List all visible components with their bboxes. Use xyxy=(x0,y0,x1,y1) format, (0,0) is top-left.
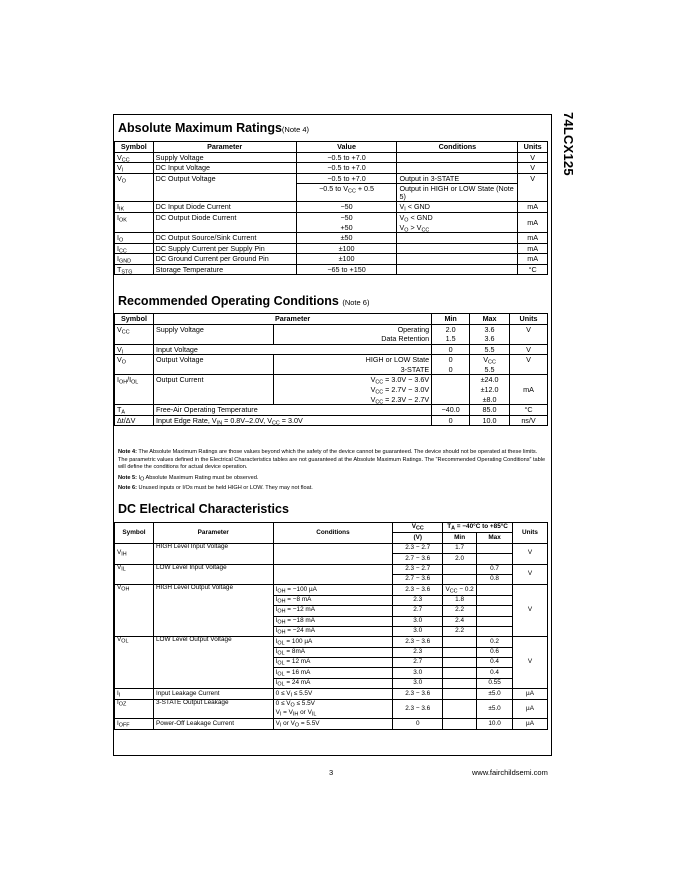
amr-h-value: Value xyxy=(296,142,397,153)
max: $V_{CC}$ xyxy=(470,355,510,365)
min: 0 xyxy=(432,415,470,426)
value: ±100 xyxy=(296,254,397,265)
table-row xyxy=(115,385,548,395)
cond: $V_{CC} = 2.3V - 2.7V$ xyxy=(273,395,432,405)
param: DC Ground Current per Ground Pin xyxy=(153,254,296,265)
amr-title-text: Absolute Maximum Ratings xyxy=(118,121,282,135)
param: LOW Level Output Voltage xyxy=(153,637,273,689)
cond-b: > V xyxy=(408,222,422,232)
min: 1.7 xyxy=(443,543,477,553)
dc-table xyxy=(114,522,548,730)
unit: V xyxy=(513,543,548,564)
symbol: $V_{IH}$ xyxy=(115,543,154,564)
table-row xyxy=(115,585,548,595)
note-5: Note 5: $I_O$ Absolute Maximum Rating must be observed. xyxy=(118,474,259,483)
min xyxy=(443,689,477,699)
param xyxy=(153,395,273,405)
unit: V xyxy=(513,637,548,689)
unit: V xyxy=(510,324,548,344)
cond-c: or V xyxy=(298,709,312,717)
cond xyxy=(273,543,393,564)
max: 10.0 xyxy=(470,415,510,426)
cond-b: = V xyxy=(281,709,293,717)
unit: ns/V xyxy=(510,415,548,426)
max xyxy=(477,626,513,636)
roc-title-text: Recommended Operating Conditions xyxy=(118,294,339,308)
param: DC Output Diode Current xyxy=(153,212,296,232)
unit: µA xyxy=(513,699,548,719)
symbol: $I_{OFF}$ xyxy=(115,719,154,729)
note-6-label: Note 6: xyxy=(118,485,137,492)
min: 0 xyxy=(432,344,470,355)
value: −50 xyxy=(296,202,397,213)
cond xyxy=(397,163,518,174)
roc-h-symbol: Symbol xyxy=(115,314,154,325)
max: 5.5 xyxy=(470,344,510,355)
cond: $V_O$ < GND xyxy=(397,212,518,222)
amr-note: (Note 4) xyxy=(281,125,310,134)
roc-header-row xyxy=(115,314,548,325)
vcc: 2.7 xyxy=(393,606,443,616)
symbol: $V_I$ xyxy=(115,163,154,174)
table-row xyxy=(115,355,548,365)
cond-a: = 16 mA xyxy=(284,668,311,676)
amr-title xyxy=(118,121,309,135)
param: DC Input Diode Current xyxy=(153,202,296,213)
unit: V xyxy=(518,163,548,174)
cond: $I_{OH} = -18$ mA xyxy=(273,616,393,626)
symbol: $I_I$ xyxy=(115,689,154,699)
cond-a: 0 ≤ V xyxy=(275,699,291,707)
table-row xyxy=(115,365,548,375)
table-row xyxy=(115,699,548,709)
max: 0.7 xyxy=(477,564,513,574)
max: 85.0 xyxy=(470,405,510,416)
max: 3.6 xyxy=(470,334,510,344)
max: ±12.0 xyxy=(470,385,510,395)
cond: $I_{OL} = 12$ mA xyxy=(273,658,393,668)
max: ±5.0 xyxy=(477,689,513,699)
dc-h-symbol: Symbol xyxy=(115,523,154,544)
min xyxy=(432,375,470,385)
note-4-label: Note 4: xyxy=(118,449,137,455)
param: Output Voltage xyxy=(153,355,273,365)
cond-a: = 8mA xyxy=(284,648,306,656)
max: 5.5 xyxy=(470,365,510,375)
min: 2.2 xyxy=(443,606,477,616)
max-a: V xyxy=(483,355,489,365)
max: ±5.0 xyxy=(477,699,513,719)
table-row xyxy=(115,173,548,184)
unit: mA xyxy=(518,243,548,254)
table-row xyxy=(115,395,548,405)
unit: V xyxy=(513,564,548,585)
cond-a: = −12 mA xyxy=(285,606,315,614)
min xyxy=(443,564,477,574)
symbol: $I_O$ xyxy=(115,233,154,244)
vcc: 2.7 xyxy=(393,658,443,668)
cond: Output in HIGH or LOW State (Note 5) xyxy=(397,184,518,202)
unit: °C xyxy=(518,264,548,275)
cond xyxy=(397,264,518,275)
dc-h-min: Min xyxy=(443,533,477,543)
param: HIGH Level Input Voltage xyxy=(153,543,273,564)
min xyxy=(432,395,470,405)
dc-title: DC Electrical Characteristics xyxy=(118,502,289,516)
min-a: − 0.2 xyxy=(457,585,474,593)
dc-h-units: Units xyxy=(513,523,548,544)
page-number: 3 xyxy=(329,768,334,777)
vcc: 0 xyxy=(393,719,443,729)
cond-a: 0 ≤ V xyxy=(275,689,291,697)
cond: $V_I = V_{IH}$ or $V_{IL}$ xyxy=(273,709,393,719)
symbol: $V_O$ xyxy=(115,173,154,202)
symbol: $I_{CC}$ xyxy=(115,243,154,254)
max: 10.0 xyxy=(477,719,513,729)
roc-table xyxy=(114,313,548,426)
symbol: $I_{GND}$ xyxy=(115,254,154,265)
dc-h-param: Parameter xyxy=(153,523,273,544)
cond: $I_{OL} = 8mA$ xyxy=(273,647,393,657)
value: −0.5 to +7.0 xyxy=(296,163,397,174)
symbol: $T_A$ xyxy=(115,405,154,416)
max xyxy=(477,595,513,605)
unit: V xyxy=(518,152,548,163)
cond-a: = −100 µA xyxy=(285,585,317,593)
max: 0.4 xyxy=(477,668,513,678)
cond-a: = 2.3V − 2.7V xyxy=(383,394,430,404)
min xyxy=(443,719,477,729)
table-row xyxy=(115,212,548,222)
unit: µA xyxy=(513,689,548,699)
unit: mA xyxy=(518,254,548,265)
min: 2.0 xyxy=(443,554,477,564)
cond: $I_{OL} = 16$ mA xyxy=(273,668,393,678)
param: DC Supply Current per Supply Pin xyxy=(153,243,296,254)
max: 0.6 xyxy=(477,647,513,657)
unit: V xyxy=(518,173,548,202)
min xyxy=(443,668,477,678)
max xyxy=(477,585,513,595)
vcc: 2.3 xyxy=(393,647,443,657)
table-row xyxy=(115,202,548,213)
cond-a: V xyxy=(399,202,405,212)
table-row xyxy=(115,324,548,334)
vcc: 3.0 xyxy=(393,626,443,636)
cond-a: = 24 mA xyxy=(284,679,311,687)
dc-header-row xyxy=(115,523,548,533)
symbol: Δt/ΔV xyxy=(115,415,154,426)
value-a: −0.5 to V xyxy=(319,184,349,194)
cond-a: = −8 mA xyxy=(285,596,312,604)
dc-h-vcc-unit: (V) xyxy=(393,533,443,543)
table-row xyxy=(115,264,548,275)
max xyxy=(477,543,513,553)
cond-a: V xyxy=(399,222,405,232)
table-row xyxy=(115,163,548,174)
param xyxy=(153,365,273,375)
cond-a: V xyxy=(275,719,280,727)
cond: HIGH or LOW State xyxy=(273,355,432,365)
dc-h-ta: $T_A = -40^\circ C$ to +85°C xyxy=(443,523,513,533)
note-5-label: Note 5: xyxy=(118,474,137,481)
amr-h-symbol: Symbol xyxy=(115,142,154,153)
unit: mA xyxy=(518,202,548,213)
max: 0.4 xyxy=(477,658,513,668)
cond: $V_{CC} = 3.0V - 3.6V$ xyxy=(273,375,432,385)
max xyxy=(477,606,513,616)
min xyxy=(443,637,477,647)
cond: Output in 3-STATE xyxy=(397,173,518,184)
value: −0.5 to +7.0 xyxy=(296,173,397,184)
roc-h-units: Units xyxy=(510,314,548,325)
cond-b: < GND xyxy=(408,212,433,222)
cond: $V_{CC} = 2.7V - 3.0V$ xyxy=(273,385,432,395)
max: 0.55 xyxy=(477,678,513,688)
dc-h-cond: Conditions xyxy=(273,523,393,544)
table-row xyxy=(115,405,548,416)
vcc: 2.3 − 2.7 xyxy=(393,543,443,553)
min xyxy=(443,699,477,719)
note-4-text: The Absolute Maximum Ratings are those values beyond which the safety of the device cannot be guaranteed. The device should not be operated at these limits. The parametric values defined in the Electrical Characteristics tables are not guaranteed at the Absolute Maximum Ratings. The “Recommended Operating Conditions” table will define the conditions for actual device operation. xyxy=(118,449,546,471)
cond xyxy=(273,564,393,585)
value-b: + 0.5 xyxy=(355,184,375,194)
param: Output Current xyxy=(153,375,273,385)
cond-a: = −18 mA xyxy=(285,616,315,624)
param-b: = 0.8V–2.0V, V xyxy=(222,415,273,425)
value: +50 xyxy=(296,223,397,233)
table-row xyxy=(115,344,548,355)
table-row xyxy=(115,637,548,647)
param: HIGH Level Output Voltage xyxy=(153,585,273,637)
amr-table xyxy=(114,141,548,275)
value: ±100 xyxy=(296,243,397,254)
footer-url[interactable]: www.fairchildsemi.com xyxy=(472,768,548,777)
dc-h-vcc: $V_{CC}$ xyxy=(393,523,443,533)
cond: Operating xyxy=(273,324,432,334)
unit: V xyxy=(510,355,548,375)
symbol: $I_{OH}/I_{OL}$ xyxy=(115,375,154,405)
value: −0.5 to $V_{CC} + 0.5$ xyxy=(296,184,397,202)
param xyxy=(153,334,273,344)
vcc: 3.0 xyxy=(393,678,443,688)
note-6 xyxy=(118,485,548,493)
symbol: $V_{OH}$ xyxy=(115,585,154,637)
min xyxy=(443,678,477,688)
max: ±24.0 xyxy=(470,375,510,385)
cond xyxy=(397,233,518,244)
table-row xyxy=(115,243,548,254)
cond-b: ≤ 5.5V xyxy=(292,689,313,697)
min xyxy=(443,658,477,668)
unit: V xyxy=(510,344,548,355)
cond-b: ≤ 5.5V xyxy=(294,699,315,707)
max xyxy=(477,554,513,564)
min: −40.0 xyxy=(432,405,470,416)
param: Input Leakage Current xyxy=(153,689,273,699)
max: 0.2 xyxy=(477,637,513,647)
min xyxy=(443,647,477,657)
cond-a: V xyxy=(399,212,405,222)
roc-note: (Note 6) xyxy=(342,298,370,307)
cond xyxy=(397,254,518,265)
cond: $I_{OH} = -100$ µA xyxy=(273,585,393,595)
cond-b: or V xyxy=(281,719,295,727)
note-4 xyxy=(118,449,548,472)
min xyxy=(432,385,470,395)
vcc: 2.3 xyxy=(393,595,443,605)
amr-h-param: Parameter xyxy=(153,142,296,153)
vcc: 2.3 − 3.6 xyxy=(393,699,443,719)
param-a: Input Edge Rate, V xyxy=(155,415,217,425)
param: Input Edge Rate, $V_{IN} = 0.8V-2.0V$, $V_{CC} = 3.0V$ xyxy=(153,415,431,426)
min: $V_{CC} - 0.2$ xyxy=(443,585,477,595)
cond-a: = 3.0V − 3.6V xyxy=(383,375,430,385)
table-row xyxy=(115,334,548,344)
param: 3-STATE Output Leakage xyxy=(153,699,273,719)
dc-h-vcc-a: V xyxy=(411,523,416,531)
cond: $I_{OL} = 100$ µA xyxy=(273,637,393,647)
roc-h-max: Max xyxy=(470,314,510,325)
param: DC Input Voltage xyxy=(153,163,296,174)
param: Supply Voltage xyxy=(153,324,273,334)
cond: $I_{OL} = 24$ mA xyxy=(273,678,393,688)
cond-a: = −24 mA xyxy=(285,627,315,635)
vcc: 2.3 − 2.7 xyxy=(393,564,443,574)
vcc: 3.0 xyxy=(393,616,443,626)
dc-h-ta-a: = −40°C to +85°C xyxy=(455,523,508,531)
cond: $I_{OH} = -8$ mA xyxy=(273,595,393,605)
vcc: 2.3 − 3.6 xyxy=(393,637,443,647)
vcc: 2.3 − 3.6 xyxy=(393,585,443,595)
roc-h-min: Min xyxy=(432,314,470,325)
cond: 3-STATE xyxy=(273,365,432,375)
symbol: $I_{OZ}$ xyxy=(115,699,154,719)
param: Free-Air Operating Temperature xyxy=(153,405,431,416)
symbol: $I_{OK}$ xyxy=(115,212,154,232)
cond: $0 \le V_O \le 5.5V$ xyxy=(273,699,393,709)
value: −50 xyxy=(296,212,397,222)
min: 0 xyxy=(432,365,470,375)
note-6-text: Unused inputs or I/Os must be held HIGH or LOW. They may not float. xyxy=(136,485,313,492)
amr-h-units: Units xyxy=(518,142,548,153)
cond: $V_O > V_{CC}$ xyxy=(397,223,518,233)
param-c: = 3.0V xyxy=(279,415,303,425)
param: DC Output Source/Sink Current xyxy=(153,233,296,244)
param xyxy=(153,385,273,395)
cond: $I_{OH} = -12$ mA xyxy=(273,606,393,616)
table-row xyxy=(115,689,548,699)
part-number: 74LCX125 xyxy=(561,112,576,176)
cond-a: = 12 mA xyxy=(284,658,311,666)
min: 0 xyxy=(432,355,470,365)
cond-a: = 2.7V − 3.0V xyxy=(383,384,430,394)
min: 1.8 xyxy=(443,595,477,605)
notes xyxy=(118,449,548,496)
table-row xyxy=(115,152,548,163)
symbol: $V_I$ xyxy=(115,344,154,355)
table-row xyxy=(115,415,548,426)
cond: $V_I$ < GND xyxy=(397,202,518,213)
table-row xyxy=(115,564,548,574)
cond-b: < GND xyxy=(405,202,430,212)
max: 0.8 xyxy=(477,574,513,584)
symbol: $V_{CC}$ xyxy=(115,152,154,163)
max xyxy=(477,616,513,626)
table-row xyxy=(115,254,548,265)
cond-a: V xyxy=(275,709,280,717)
min: 2.2 xyxy=(443,626,477,636)
vcc: 2.7 − 3.6 xyxy=(393,574,443,584)
cond: $I_{OH} = -24$ mA xyxy=(273,626,393,636)
roc-title xyxy=(118,294,369,308)
cond xyxy=(397,243,518,254)
vcc: 3.0 xyxy=(393,668,443,678)
param: Input Voltage xyxy=(153,344,431,355)
roc-h-param: Parameter xyxy=(153,314,431,325)
param: Power-Off Leakage Current xyxy=(153,719,273,729)
max: 3.6 xyxy=(470,324,510,334)
vcc: 2.3 − 3.6 xyxy=(393,689,443,699)
symbol: $I_{IK}$ xyxy=(115,202,154,213)
unit: mA xyxy=(518,212,548,232)
unit: V xyxy=(513,585,548,637)
table-row xyxy=(115,719,548,729)
max: ±8.0 xyxy=(470,395,510,405)
min: 2.4 xyxy=(443,616,477,626)
table-row xyxy=(115,233,548,244)
value: −0.5 to +7.0 xyxy=(296,152,397,163)
cond: $0 \le V_I \le 5.5V$ xyxy=(273,689,393,699)
amr-header-row xyxy=(115,142,548,153)
symbol: $V_{OL}$ xyxy=(115,637,154,689)
amr-h-cond: Conditions xyxy=(397,142,518,153)
cond xyxy=(397,152,518,163)
min xyxy=(443,574,477,584)
dc-h-max: Max xyxy=(477,533,513,543)
symbol: $V_{IL}$ xyxy=(115,564,154,585)
cond: $V_I$ or $V_O = 5.5V$ xyxy=(273,719,393,729)
symbol: $V_O$ xyxy=(115,355,154,375)
vcc: 2.7 − 3.6 xyxy=(393,554,443,564)
value: ±50 xyxy=(296,233,397,244)
min: 1.5 xyxy=(432,334,470,344)
param: Storage Temperature xyxy=(153,264,296,275)
unit: °C xyxy=(510,405,548,416)
param: LOW Level Input Voltage xyxy=(153,564,273,585)
cond: Data Retention xyxy=(273,334,432,344)
param: Supply Voltage xyxy=(153,152,296,163)
table-row xyxy=(115,375,548,385)
unit: mA xyxy=(510,375,548,405)
value: −65 to +150 xyxy=(296,264,397,275)
symbol: $T_{STG}$ xyxy=(115,264,154,275)
min: 2.0 xyxy=(432,324,470,334)
table-row xyxy=(115,543,548,553)
cond-c: = 5.5V xyxy=(299,719,320,727)
unit: µA xyxy=(513,719,548,729)
note-5-text: Absolute Maximum Rating must be observed. xyxy=(144,474,259,481)
symbol: $V_{CC}$ xyxy=(115,324,154,344)
unit: mA xyxy=(518,233,548,244)
param: DC Output Voltage xyxy=(153,173,296,202)
cond-a: = 100 µA xyxy=(284,637,313,645)
